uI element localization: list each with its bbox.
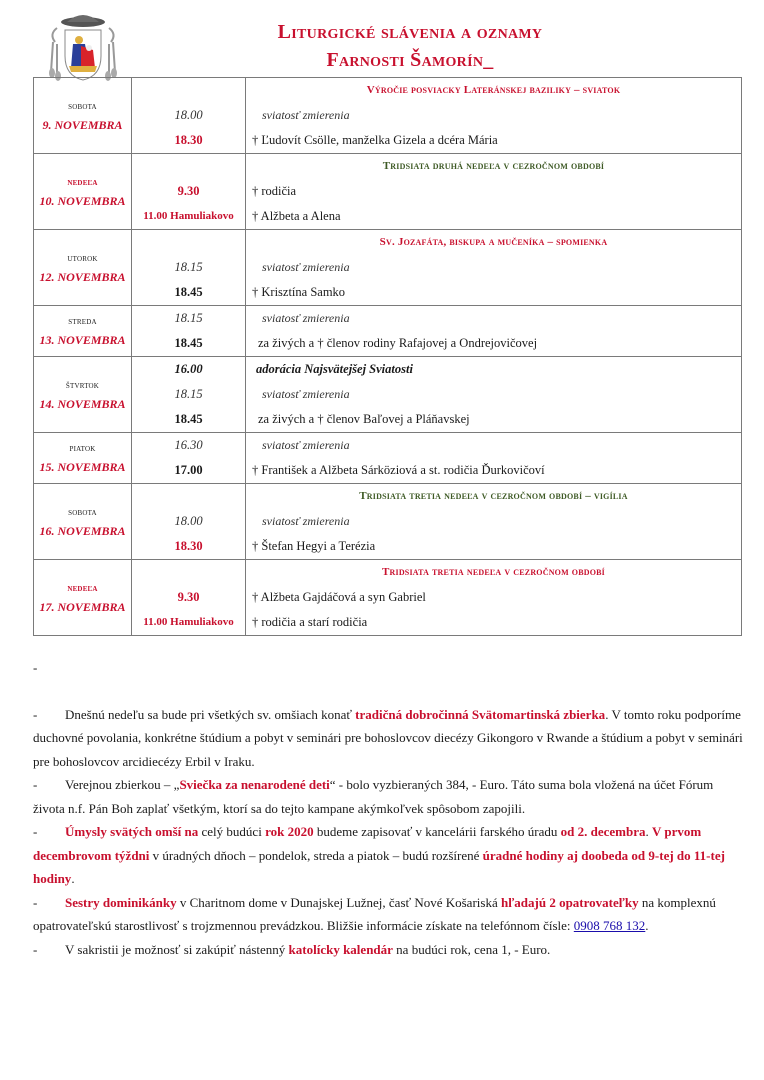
mass-intention: † Ľudovít Csölle, manželka Gizela a dcéra Mária: [252, 133, 498, 147]
feast-title: Výročie posviacky Lateránskej baziliky – sviatok: [366, 84, 621, 96]
announcement-item: [33, 938, 745, 962]
mass-intention: † Štefan Hegyi a Terézia: [252, 539, 376, 553]
feast-title: Tridsiata tretia nedeľa v cezročnom období – vigília: [359, 490, 628, 502]
day-date: 12. NOVEMBRA: [39, 269, 126, 284]
body-text: .: [645, 918, 649, 933]
mass-time: 9.30: [177, 590, 200, 604]
body-text: v Charitnom dome v Dunajskej Lužnej, časť Nové Košariská: [176, 894, 501, 910]
mass-time: 17.00: [174, 463, 203, 477]
body-text: budeme zapisovať v kancelárii farského úradu: [313, 824, 561, 839]
body-text: .: [71, 871, 75, 886]
body-text: Verejnou zbierkou – „: [65, 777, 180, 792]
mass-time: 18.00: [174, 108, 203, 122]
intention-cell: [246, 78, 742, 154]
title-line-2: Farnosti Šamorín_: [326, 49, 494, 71]
mass-intention: sviatosť zmierenia: [262, 387, 350, 401]
announcement-item: [33, 891, 745, 938]
mass-time: 18.30: [174, 133, 203, 147]
intention-cell: [246, 357, 742, 433]
schedule-row: [34, 230, 742, 306]
day-name: sobota: [68, 100, 97, 112]
time-cell: [132, 78, 246, 154]
highlight-text: tradičná dobročinná Svätomartinská zbierka: [355, 706, 606, 722]
time-cell: [132, 484, 246, 560]
day-date: 10. NOVEMBRA: [39, 193, 126, 208]
day-cell: [34, 306, 132, 357]
body-text: Dnešnú nedeľu sa bude pri všetkých sv. omšiach konať: [65, 706, 356, 722]
mass-intention: sviatosť zmierenia: [262, 260, 350, 274]
mass-intention: adorácia Najsvätejšej Sviatosti: [256, 362, 413, 376]
day-date: 17. NOVEMBRA: [39, 599, 126, 614]
intention-cell: [246, 154, 742, 230]
body-text: V sakristii je možnosť si zakúpiť nástenný: [65, 941, 289, 957]
time-cell: [132, 560, 246, 636]
intention-cell: [246, 306, 742, 357]
mass-intention: za živých a † členov rodiny Rafajovej a Ondrejovičovej: [258, 336, 538, 350]
highlight-text: od 2. decembra: [560, 824, 646, 839]
bullet-dash: -: [33, 777, 38, 792]
page-title: [130, 18, 690, 74]
mass-intention: † Alžbeta Gajdáčová a syn Gabriel: [252, 590, 426, 604]
day-cell: [34, 433, 132, 484]
intention-cell: [246, 560, 742, 636]
mass-intention: † rodičia a starí rodičia: [252, 615, 368, 629]
schedule-row: [34, 560, 742, 636]
time-cell: [132, 357, 246, 433]
day-date: 14. NOVEMBRA: [39, 396, 126, 411]
mass-intention: † František a Alžbeta Sárköziová a st. rodičia Ďurkovičoví: [252, 463, 545, 477]
announcement-item: [33, 820, 745, 891]
announcements: [33, 656, 745, 961]
mass-intention: sviatosť zmierenia: [262, 311, 350, 325]
mass-intention: sviatosť zmierenia: [262, 438, 350, 452]
mass-intention: sviatosť zmierenia: [262, 514, 350, 528]
feast-title: Sv. Jozafáta, biskupa a mučeníka – spomienka: [379, 236, 608, 248]
schedule-row: [34, 357, 742, 433]
highlight-text: Úmysly svätých omší na: [65, 824, 199, 839]
mass-intention: † Alžbeta a Alena: [252, 209, 341, 223]
day-name: streda: [68, 316, 97, 327]
body-text: celý budúci: [198, 824, 266, 839]
highlight-text: Sestry dominikánky: [65, 894, 177, 910]
highlight-text: úradné hodiny aj doobeda od 9-tej do 11-tej hodiny: [33, 847, 725, 886]
highlight-text: hľadajú 2 opatrovateľky: [500, 894, 639, 910]
day-cell: [34, 154, 132, 230]
mass-time: 18.00: [174, 514, 203, 528]
body-text: na budúci rok, cena 1, - Euro.: [392, 941, 551, 957]
mass-intention: † rodičia: [252, 184, 297, 198]
title-line-1: Liturgické slávenia a oznamy: [277, 21, 543, 43]
highlight-text: Sviečka za nenarodené deti: [179, 777, 330, 792]
mass-time: 16.30: [174, 438, 203, 452]
time-cell: [132, 154, 246, 230]
mass-time: 16.00: [174, 362, 203, 376]
day-cell: [34, 560, 132, 636]
intention-cell: [246, 484, 742, 560]
body-text: na komplexnú opatrovateľskú starostlivosť s trojzmennou prevádzkou. Bližšie informácie získate na telefónnom čísle:: [33, 894, 716, 933]
day-date: 9. NOVEMBRA: [42, 117, 123, 132]
intention-cell: [246, 230, 742, 306]
mass-time: 18.45: [174, 412, 203, 426]
mass-time: 18.15: [174, 260, 203, 274]
highlight-text: V prvom decembrovom týždni: [33, 824, 702, 863]
body-text: .: [645, 824, 652, 839]
day-cell: [34, 357, 132, 433]
body-text: v úradných dňoch – pondelok, streda a piatok – budú rozšírené: [149, 847, 483, 863]
mass-time: 18.15: [174, 387, 203, 401]
mass-time: 18.45: [174, 336, 203, 350]
announcement-item: [33, 703, 745, 774]
body-text: . V tomto roku podporíme duchovné povolania, konkrétne štúdium a pobyt v seminári pre bohoslovcov diecézy Gikongoro v Rwande a štúdium a pobyt v seminári pre bohoslovcov arcidiecézy Erbil v Iraku.: [33, 706, 743, 769]
day-cell: [34, 78, 132, 154]
schedule-row: [34, 433, 742, 484]
bullet-dash: -: [33, 706, 38, 722]
announcement-item: [33, 773, 745, 820]
day-date: 15. NOVEMBRA: [39, 460, 126, 474]
schedule-row: [34, 154, 742, 230]
day-name: piatok: [69, 443, 96, 454]
coat-of-arms-icon: [43, 10, 123, 82]
mass-intention: za živých a † členov Baľovej a Pláňavskej: [258, 412, 470, 426]
day-name: štvrtok: [65, 379, 100, 391]
mass-time: 11.00 Hamuliakovo: [143, 616, 234, 628]
day-name: nedeľa: [67, 176, 98, 188]
day-cell: [34, 230, 132, 306]
schedule-row: [34, 78, 742, 154]
highlight-text: rok 2020: [265, 824, 314, 839]
day-cell: [34, 484, 132, 560]
day-name: sobota: [68, 506, 97, 518]
time-cell: [132, 306, 246, 357]
mass-intention: sviatosť zmierenia: [262, 108, 350, 122]
feast-title: Tridsiata tretia nedeľa v cezročnom období: [382, 566, 605, 578]
mass-intention: † Krisztína Samko: [252, 285, 346, 299]
mass-time: 18.15: [174, 311, 203, 325]
lone-dash: -: [33, 660, 38, 675]
day-name: utorok: [67, 252, 98, 264]
feast-title: Tridsiata druhá nedeľa v cezročnom období: [382, 160, 605, 172]
day-name: nedeľa: [67, 582, 98, 594]
highlight-text: katolícky kalendár: [288, 941, 393, 957]
bullet-dash: -: [33, 824, 38, 839]
bullet-dash: -: [33, 941, 38, 957]
body-text: “ - bolo vyzbieraných 384, - Euro. Táto suma bola vložená na účet Fórum života n.f. Pán Boh zaplať všetkým, ktorí sa do tejto kampane akýmkoľvek spôsobom zapojili.: [33, 777, 714, 816]
mass-time: 18.30: [174, 539, 203, 553]
mass-time: 11.00 Hamuliakovo: [143, 210, 234, 222]
mass-time: 9.30: [177, 184, 200, 198]
phone-link[interactable]: 0908 768 132: [573, 918, 646, 933]
time-cell: [132, 433, 246, 484]
intention-cell: [246, 433, 742, 484]
day-date: 13. NOVEMBRA: [39, 333, 126, 347]
liturgy-schedule-table: [33, 77, 742, 636]
day-date: 16. NOVEMBRA: [39, 523, 126, 538]
bullet-dash: -: [33, 894, 38, 910]
time-cell: [132, 230, 246, 306]
schedule-row: [34, 306, 742, 357]
mass-time: 18.45: [174, 285, 203, 299]
schedule-row: [34, 484, 742, 560]
